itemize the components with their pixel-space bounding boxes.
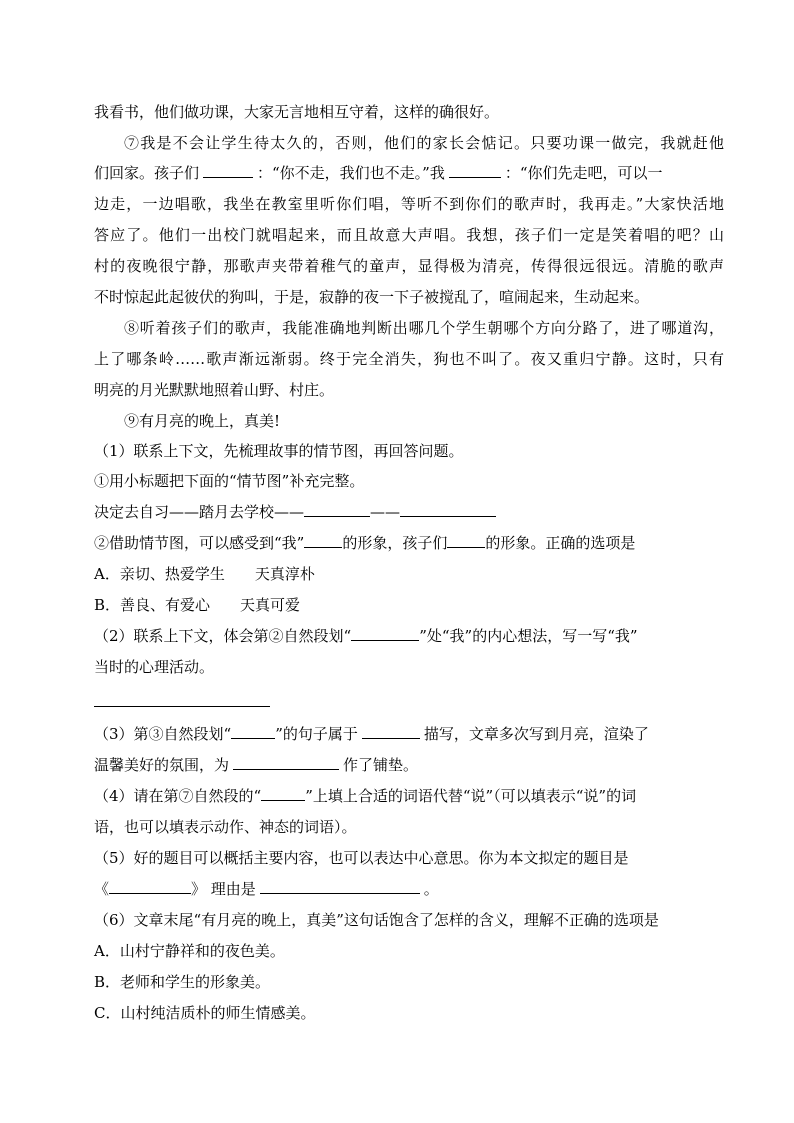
- text-segment: （4）请在第⑦自然段的“: [94, 787, 262, 805]
- paragraph-9: ⑨有月亮的晚上，真美!: [124, 412, 281, 430]
- question-3-prompt: [94, 724, 724, 744]
- question-6-prompt: （6）文章末尾“有月亮的晚上，真美”这句话饱含了怎样的含义，理解不正确的选项是: [94, 911, 659, 929]
- text-segment: ：“你们先走吧，可以一: [504, 164, 663, 182]
- paragraph-8-line: ⑧听着孩子们的歌声，我能准确地判断出哪几个学生朝哪个方向分路了，进了哪道沟，: [124, 319, 724, 337]
- paragraph-7-line: 不时惊起此起彼伏的狗叫，于是，寂静的夜一下子被搅乱了，喧闹起来，生动起来。: [94, 288, 650, 306]
- text-segment: ”处“我”的内心想法，写一写“我”: [419, 627, 638, 645]
- text-segment: ②借助情节图，可以感受到“我”: [94, 534, 305, 552]
- option-b: B．老师和学生的形象美。: [94, 973, 271, 991]
- passage-line: 我看书，他们做功课，大家无言地相互守着，这样的确很好。: [94, 103, 500, 121]
- option-a: A．亲切、热爱学生 天真淳朴: [94, 565, 315, 583]
- answer-line[interactable]: [94, 706, 270, 707]
- fill-blank[interactable]: [260, 879, 420, 894]
- option-a: A．山村宁静祥和的夜色美。: [94, 942, 285, 960]
- fill-blank[interactable]: [304, 533, 342, 548]
- text-segment: ”的句子属于: [275, 725, 358, 743]
- text-segment: 描写，文章多次写到月亮，渲染了: [423, 725, 649, 743]
- fill-blank[interactable]: [449, 163, 501, 178]
- text-segment: ”上填上合适的词语代替“说”（可以填表示“说”的词: [305, 787, 637, 805]
- plot-diagram-line: [94, 502, 724, 522]
- text-segment: 《: [94, 880, 110, 898]
- question-1-sub-2: [94, 533, 724, 553]
- text-segment: 的形象。正确的选项是: [485, 534, 636, 552]
- paragraph-7-line: 边走，一边唱歌，我坐在教室里听你们唱，等听不到你们的歌声时，我再走。”大家快活地: [94, 195, 724, 213]
- question-1-sub-1: ①用小标题把下面的“情节图”补充完整。: [94, 472, 365, 490]
- paragraph-7-line: [94, 163, 724, 183]
- option-c: C．山村纯洁质朴的师生情感美。: [94, 1004, 316, 1022]
- fill-blank[interactable]: [351, 626, 419, 641]
- text-segment: ：“你不走，我们也不走。”我: [257, 164, 445, 182]
- text-segment: 温馨美好的氛围，为: [94, 756, 230, 774]
- paragraph-7-line: 村的夜晚很宁静，那歌声夹带着稚气的童声，显得极为清亮，传得很远很远。清脆的歌声: [94, 257, 724, 275]
- text-segment: （2）联系上下文，体会第②自然段划“: [94, 627, 352, 645]
- fill-blank[interactable]: [400, 502, 496, 517]
- question-2-prompt: [94, 626, 724, 646]
- text-segment: ——: [370, 503, 401, 521]
- fill-blank[interactable]: [109, 879, 191, 894]
- fill-blank[interactable]: [233, 755, 339, 770]
- question-4-prompt-cont: 语，也可以填表示动作、神态的词语）。: [94, 818, 357, 836]
- question-5-prompt-cont: [94, 879, 724, 899]
- fill-blank[interactable]: [362, 724, 420, 739]
- paragraph-8-line: 上了哪条岭……歌声渐远渐弱。终于完全消失，狗也不叫了。夜又重归宁静。这时，只有: [94, 350, 724, 368]
- fill-blank[interactable]: [447, 533, 485, 548]
- paragraph-8-line: 明亮的月光默默地照着山野、村庄。: [94, 381, 335, 399]
- paragraph-7-line: 答应了。他们一出校门就唱起来，而且故意大声唱。我想，孩子们一定是笑着唱的吧？山: [94, 226, 724, 244]
- text-segment: 的形象，孩子们: [342, 534, 448, 552]
- question-5-prompt: （5）好的题目可以概括主要内容，也可以表达中心意思。你为本文拟定的题目是: [94, 849, 629, 867]
- fill-blank[interactable]: [203, 163, 253, 178]
- text-segment: （3）第③自然段划“: [94, 725, 232, 743]
- fill-blank[interactable]: [261, 786, 305, 801]
- text-segment: 作了铺垫。: [343, 756, 419, 774]
- fill-blank[interactable]: [304, 502, 370, 517]
- question-1-prompt: （1）联系上下文，先梳理故事的情节图，再回答问题。: [94, 442, 464, 460]
- question-2-prompt-cont: 当时的心理活动。: [94, 658, 215, 676]
- text-segment: 》 理由是: [191, 880, 256, 898]
- question-3-prompt-cont: [94, 755, 724, 775]
- text-segment: 决定去自习——踏月去学校——: [94, 503, 305, 521]
- question-4-prompt: [94, 786, 724, 806]
- text-segment: 。: [423, 880, 439, 898]
- fill-blank[interactable]: [231, 724, 275, 739]
- option-b: B．善良、有爱心 天真可爱: [94, 596, 301, 614]
- paragraph-7-line: ⑦我是不会让学生待太久的，否则，他们的家长会惦记。只要功课一做完，我就赶他: [124, 134, 724, 152]
- text-segment: 们回家。孩子们: [94, 164, 200, 182]
